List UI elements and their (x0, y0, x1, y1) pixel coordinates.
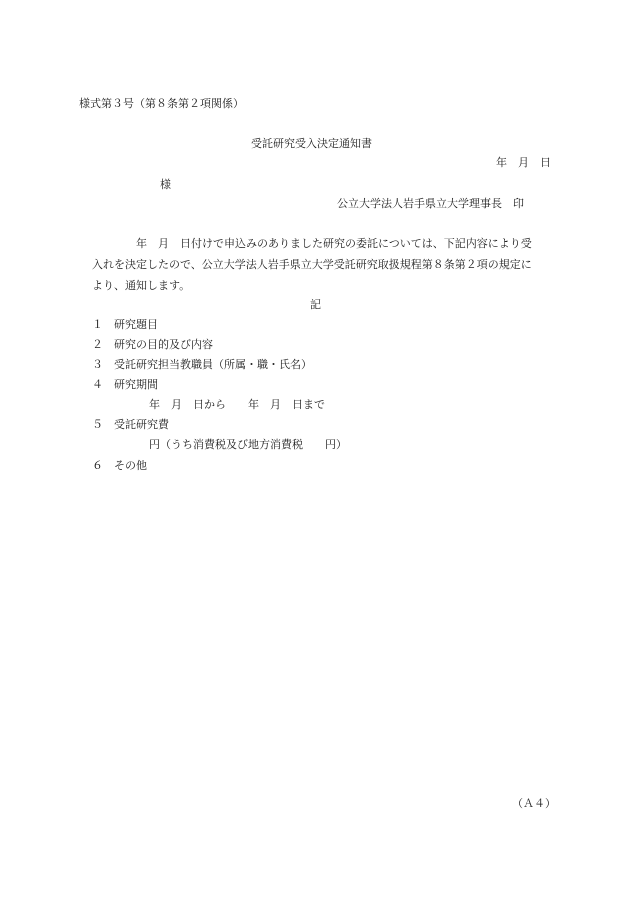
form-number: 様式第３号（第８条第２項関係） (79, 97, 244, 110)
item-number: ３ (92, 358, 103, 371)
item-label-research-fee: 受託研究費 (114, 418, 169, 431)
research-period-detail: 年 月 日から 年 月 日まで (149, 398, 325, 411)
item-label-research-purpose: 研究の目的及び内容 (114, 338, 213, 351)
item-label-staff: 受託研究担当教職員（所属・職・氏名） (114, 358, 312, 371)
item-number: ４ (92, 378, 103, 391)
paper-size-label: （Ａ４） (512, 797, 556, 810)
body-text-line-2: 入れを決定したので、公立大学法人岩手県立大学受託研究取扱規程第８条第２項の規定に (92, 258, 532, 271)
ki-heading: 記 (310, 298, 321, 311)
item-label-research-title: 研究題目 (114, 318, 158, 331)
item-number: ６ (92, 459, 103, 472)
recipient-line: 様 (160, 178, 171, 191)
item-number: ２ (92, 338, 103, 351)
item-number: １ (92, 318, 103, 331)
date-line: 年 月 日 (496, 156, 551, 169)
item-label-other: その他 (114, 459, 147, 472)
research-fee-detail: 円（うち消費税及び地方消費税 円） (149, 438, 347, 451)
issuer-line: 公立大学法人岩手県立大学理事長 印 (337, 197, 524, 210)
item-label-research-period: 研究期間 (114, 378, 158, 391)
body-text-line-1: 年 月 日付けで申込みのありました研究の委託については、下記内容により受 (136, 237, 532, 250)
document-title: 受託研究受入決定通知書 (251, 137, 372, 150)
body-text-line-3: より、通知します。 (92, 279, 191, 292)
item-number: ５ (92, 418, 103, 431)
